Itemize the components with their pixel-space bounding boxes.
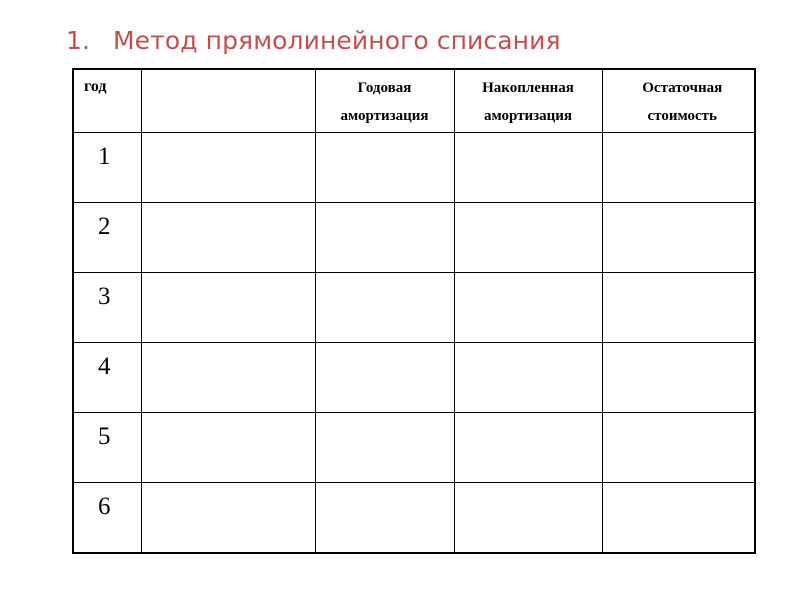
empty-cell <box>454 133 602 203</box>
empty-cell <box>602 413 755 483</box>
year-cell: 6 <box>73 483 141 554</box>
empty-cell <box>141 413 315 483</box>
table-row <box>73 483 755 554</box>
header-accumulated-depreciation <box>454 69 602 133</box>
header-residual-value <box>602 69 755 133</box>
empty-cell <box>602 203 755 273</box>
header-annual-line1: Годовая <box>357 80 412 96</box>
table-row <box>73 273 755 343</box>
empty-cell <box>141 343 315 413</box>
year-cell: 3 <box>73 273 141 343</box>
header-year: год <box>73 69 141 133</box>
table-row <box>73 413 755 483</box>
header-blank <box>141 69 315 133</box>
depreciation-table-container <box>72 68 756 554</box>
header-accumulated-line1: Накопленная <box>482 80 574 96</box>
year-cell: 1 <box>73 133 141 203</box>
empty-cell <box>141 483 315 554</box>
title-number: 1. <box>66 26 91 55</box>
empty-cell <box>315 133 454 203</box>
empty-cell <box>141 203 315 273</box>
empty-cell <box>454 343 602 413</box>
empty-cell <box>454 273 602 343</box>
year-cell: 4 <box>73 343 141 413</box>
table-header-row <box>73 69 755 133</box>
header-annual-line2: амортизация <box>340 108 429 124</box>
empty-cell <box>602 273 755 343</box>
empty-cell <box>315 203 454 273</box>
slide-title <box>66 26 561 55</box>
empty-cell <box>454 413 602 483</box>
empty-cell <box>602 483 755 554</box>
header-residual-line1: Остаточная <box>642 80 723 96</box>
empty-cell <box>454 203 602 273</box>
empty-cell <box>602 133 755 203</box>
empty-cell <box>141 133 315 203</box>
empty-cell <box>315 273 454 343</box>
table-row <box>73 203 755 273</box>
empty-cell <box>141 273 315 343</box>
header-residual-line2: стоимость <box>647 108 717 124</box>
empty-cell <box>315 413 454 483</box>
header-annual-depreciation <box>315 69 454 133</box>
year-cell: 2 <box>73 203 141 273</box>
table-row <box>73 133 755 203</box>
table-row <box>73 343 755 413</box>
empty-cell <box>315 483 454 554</box>
title-text: Метод прямолинейного списания <box>113 26 561 55</box>
year-cell: 5 <box>73 413 141 483</box>
empty-cell <box>454 483 602 554</box>
header-accumulated-line2: амортизация <box>483 108 573 124</box>
empty-cell <box>602 343 755 413</box>
empty-cell <box>315 343 454 413</box>
depreciation-table <box>72 68 756 554</box>
